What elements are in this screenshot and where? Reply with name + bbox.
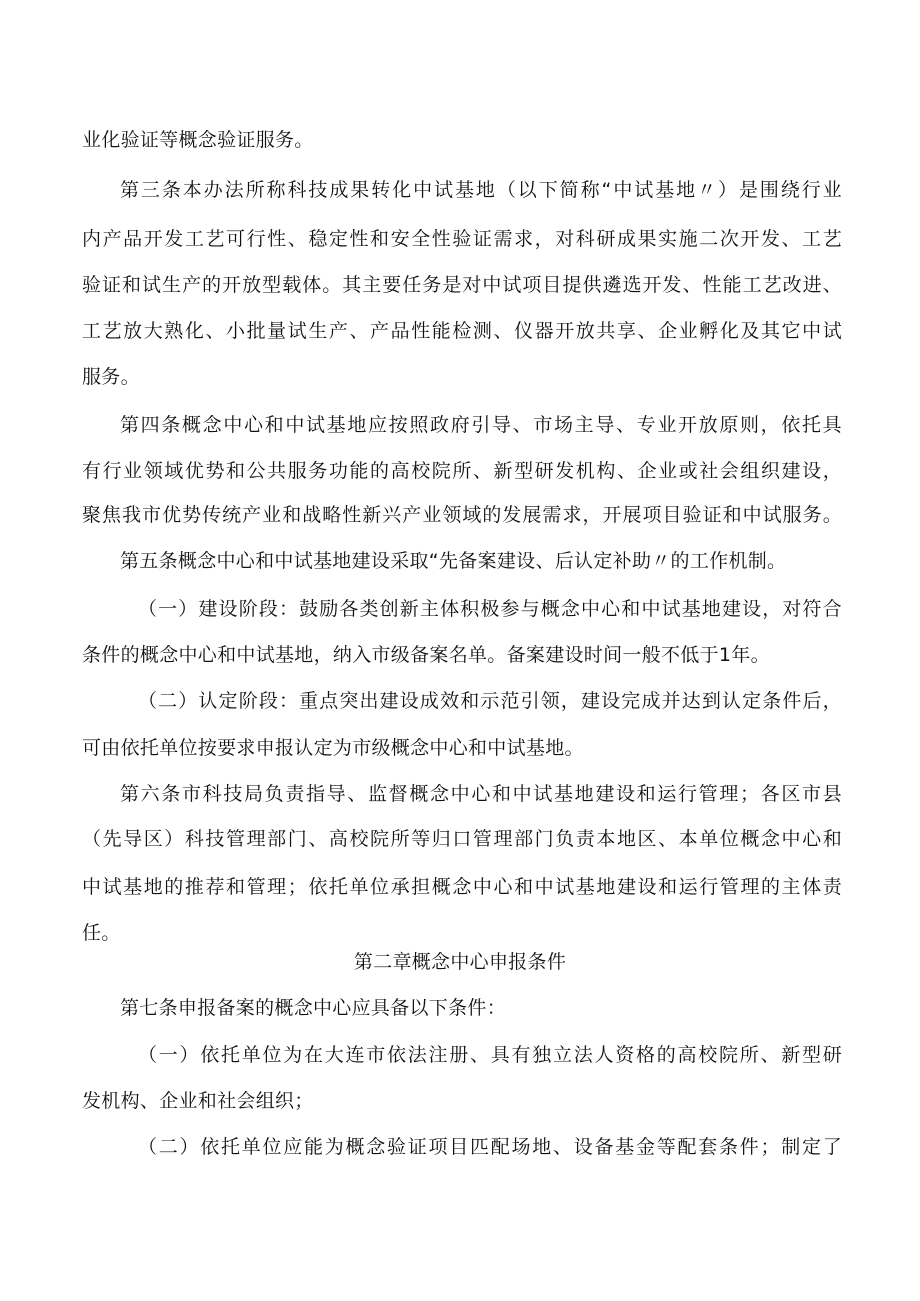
text-line: 内产品开发工艺可行性、稳定性和安全性验证需求，对科研成果实施二次开发、工艺 bbox=[82, 228, 842, 250]
text-line: （先导区）科技管理部门、高校院所等归口管理部门负责本地区、本单位概念中心和 bbox=[82, 828, 842, 850]
text-line: 聚焦我市优势传统产业和战略性新兴产业领域的发展需求，开展项目验证和中试服务。 bbox=[82, 504, 842, 526]
text-line: （一）依托单位为在大连市依法注册、具有独立法人资格的高校院所、新型研 bbox=[138, 1044, 842, 1066]
text-line: 第七条申报备案的概念中心应具备以下条件： bbox=[120, 997, 507, 1019]
text-line: 第五条概念中心和中试基地建设采取“先备案建设、后认定补助〃的工作机制。 bbox=[120, 550, 787, 572]
text-line: 第三条本办法所称科技成果转化中试基地（以下简称“中试基地〃）是围绕行业 bbox=[120, 179, 842, 201]
text-line: 发机构、企业和社会组织； bbox=[82, 1090, 314, 1112]
text-line: （二）依托单位应能为概念验证项目匹配场地、设备基金等配套条件；制定了 bbox=[138, 1136, 842, 1158]
text-line: 第六条市科技局负责指导、监督概念中心和中试基地建设和运行管理；各区市县 bbox=[120, 783, 842, 805]
text-line: 验证和试生产的开放型载体。其主要任务是对中试项目提供遴选开发、性能工艺改进、 bbox=[82, 274, 842, 296]
text-line: 任。 bbox=[82, 922, 121, 944]
text-line: 可由依托单位按要求申报认定为市级概念中心和中试基地。 bbox=[82, 737, 584, 759]
text-line: 有行业领域优势和公共服务功能的高校院所、新型研发机构、企业或社会组织建设， bbox=[82, 460, 842, 482]
chapter-heading: 第二章概念中心申报条件 bbox=[353, 951, 567, 973]
text-line: 工艺放大熟化、小批量试生产、产品性能检测、仪器开放共享、企业孵化及其它中试 bbox=[82, 320, 842, 342]
text-line: （一）建设阶段：鼓励各类创新主体积极参与概念中心和中试基地建设，对符合 bbox=[138, 598, 842, 620]
text-line: 中试基地的推荐和管理；依托单位承担概念中心和中试基地建设和运行管理的主体责 bbox=[82, 876, 842, 898]
text-line: 业化验证等概念验证服务。 bbox=[82, 129, 314, 151]
text-line: 服务。 bbox=[82, 366, 140, 388]
text-line: 第四条概念中心和中试基地应按照政府引导、市场主导、专业开放原则，依托具 bbox=[120, 414, 842, 436]
text-line: 条件的概念中心和中试基地，纳入市级备案名单。备案建设时间一般不低于1年。 bbox=[82, 644, 770, 666]
text-line: （二）认定阶段：重点突出建设成效和示范引领，建设完成并达到认定条件后， bbox=[138, 690, 842, 712]
